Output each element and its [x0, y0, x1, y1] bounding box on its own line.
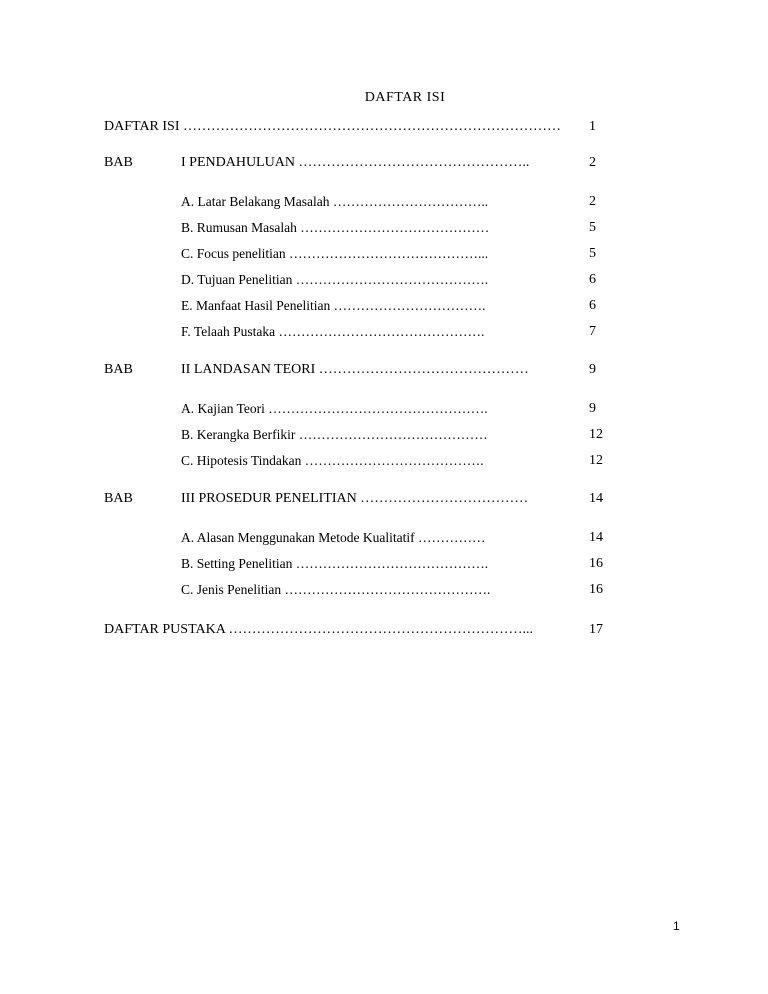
toc-subentry-page: 5	[589, 246, 596, 261]
toc-entry-daftar-isi: DAFTAR ISI ………………………………………………………………………	[104, 119, 561, 134]
toc-subentry-page: 16	[589, 582, 603, 597]
toc-page-chapter-2: 9	[589, 362, 596, 377]
toc-page-daftar-pustaka: 17	[589, 622, 603, 637]
toc-subentry: B. Setting Penelitian …………………………………….	[181, 556, 489, 571]
toc-subentry: C. Jenis Penelitian ……………………………………….	[181, 582, 491, 597]
toc-subentry-page: 12	[589, 453, 603, 468]
toc-subentry: D. Tujuan Penelitian …………………………………….	[181, 272, 489, 287]
toc-subentry-page: 5	[589, 220, 596, 235]
toc-page-daftar-isi: 1	[589, 119, 596, 134]
toc-page-chapter-1: 2	[589, 155, 596, 170]
bab-label: BAB	[104, 491, 133, 506]
toc-subentry: C. Hipotesis Tindakan ………………………………….	[181, 453, 484, 468]
toc-subentry-page: 7	[589, 324, 596, 339]
toc-subentry-page: 12	[589, 427, 603, 442]
toc-subentry-page: 9	[589, 401, 596, 416]
toc-subentry-page: 6	[589, 298, 596, 313]
bab-label: BAB	[104, 362, 133, 377]
bab-label: BAB	[104, 155, 133, 170]
toc-subentry: E. Manfaat Hasil Penelitian …………………………….	[181, 298, 486, 313]
toc-subentry: A. Latar Belakang Masalah ……………………………..	[181, 194, 489, 209]
toc-subentry-page: 2	[589, 194, 596, 209]
toc-subentry: A. Kajian Teori ………………………………………….	[181, 401, 488, 416]
toc-subentry: C. Focus penelitian ……………………………………...	[181, 246, 489, 261]
document-title: DAFTAR ISI	[364, 90, 446, 105]
toc-chapter-2: II LANDASAN TEORI ………………………………………	[181, 362, 529, 377]
toc-subentry: B. Kerangka Berfikir ……………………………………	[181, 427, 488, 442]
toc-subentry: A. Alasan Menggunakan Metode Kualitatif ……………	[181, 530, 486, 545]
toc-subentry-page: 6	[589, 272, 596, 287]
toc-subentry: B. Rumusan Masalah ……………………………………	[181, 220, 490, 235]
toc-subentry-page: 16	[589, 556, 603, 571]
toc-entry-daftar-pustaka: DAFTAR PUSTAKA ………………………………………………………...	[104, 622, 534, 637]
toc-subentry: F. Telaah Pustaka ……………………………………….	[181, 324, 485, 339]
toc-chapter-1: I PENDAHULUAN …………………………………………..	[181, 155, 530, 170]
toc-chapter-3: III PROSEDUR PENELITIAN ………………………………	[181, 491, 529, 506]
page-number: 1	[673, 919, 680, 933]
toc-page-chapter-3: 14	[589, 491, 603, 506]
toc-subentry-page: 14	[589, 530, 603, 545]
